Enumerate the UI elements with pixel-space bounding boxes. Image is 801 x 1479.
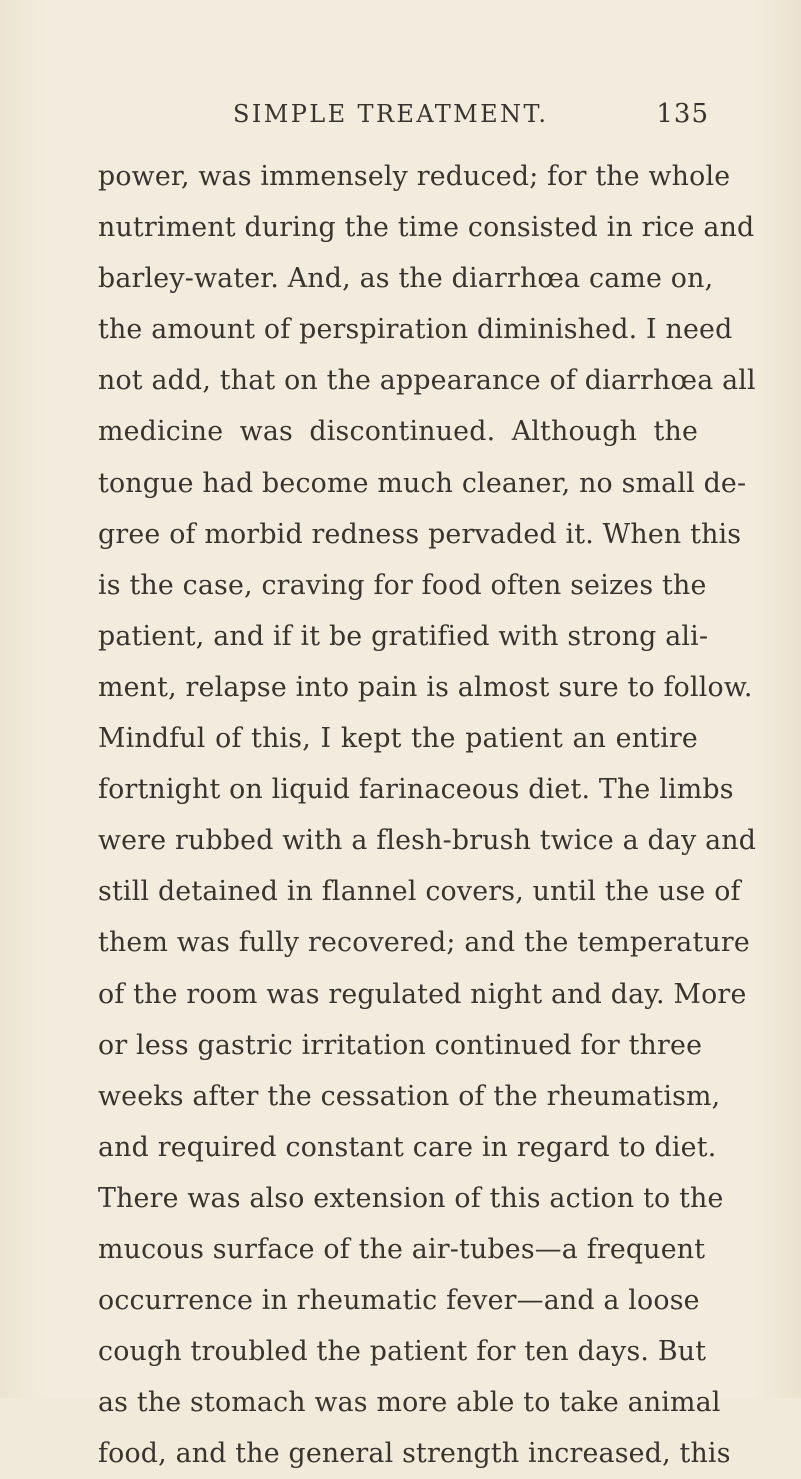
text-line: of the room was regulated night and day. More (98, 978, 747, 1010)
text-line: food, and the general strength increased, this (98, 1438, 731, 1470)
body-text (98, 151, 757, 1479)
running-head: SIMPLE TREATMENT. (233, 100, 549, 128)
page-number: 135 (656, 99, 709, 129)
text-line: barley-water. And, as the diarrhœa came on, (98, 263, 714, 295)
page-header (0, 94, 801, 134)
text-line: is the case, craving for food often seizes the (98, 569, 707, 601)
text-line: not add, that on the appearance of diarrhœa all (98, 365, 756, 397)
text-line: fortnight on liquid farinaceous diet. The limbs (98, 774, 734, 806)
text-line: weeks after the cessation of the rheumatism, (98, 1080, 721, 1112)
text-line: mucous surface of the air-tubes—a frequent (98, 1233, 706, 1265)
text-line: occurrence in rheumatic fever—and a loose (98, 1285, 700, 1317)
text-line: Mindful of this, I kept the patient an entire (98, 723, 698, 755)
text-line: tongue had become much cleaner, no small de- (98, 467, 747, 499)
text-line: and required constant care in regard to diet. (98, 1131, 717, 1163)
text-line: nutriment during the time consisted in rice and (98, 212, 755, 244)
text-line: There was also extension of this action to the (98, 1182, 724, 1214)
text-line: the amount of perspiration diminished. I need (98, 314, 733, 346)
text-line: were rubbed with a flesh-brush twice a day and (98, 825, 757, 857)
text-line: ment, relapse into pain is almost sure to follow. (98, 671, 753, 703)
text-line: cough troubled the patient for ten days. But (98, 1336, 707, 1368)
text-line: gree of morbid redness pervaded it. When this (98, 518, 742, 550)
text-line: or less gastric irritation continued for three (98, 1029, 703, 1061)
text-line: patient, and if it be gratified with strong ali- (98, 620, 709, 652)
text-line: medicine was discontinued. Although the (98, 416, 698, 448)
text-line: as the stomach was more able to take animal (98, 1387, 721, 1419)
text-line: them was fully recovered; and the temperature (98, 927, 750, 959)
text-line: power, was immensely reduced; for the whole (98, 161, 731, 192)
text-line: still detained in flannel covers, until the use of (98, 876, 741, 908)
